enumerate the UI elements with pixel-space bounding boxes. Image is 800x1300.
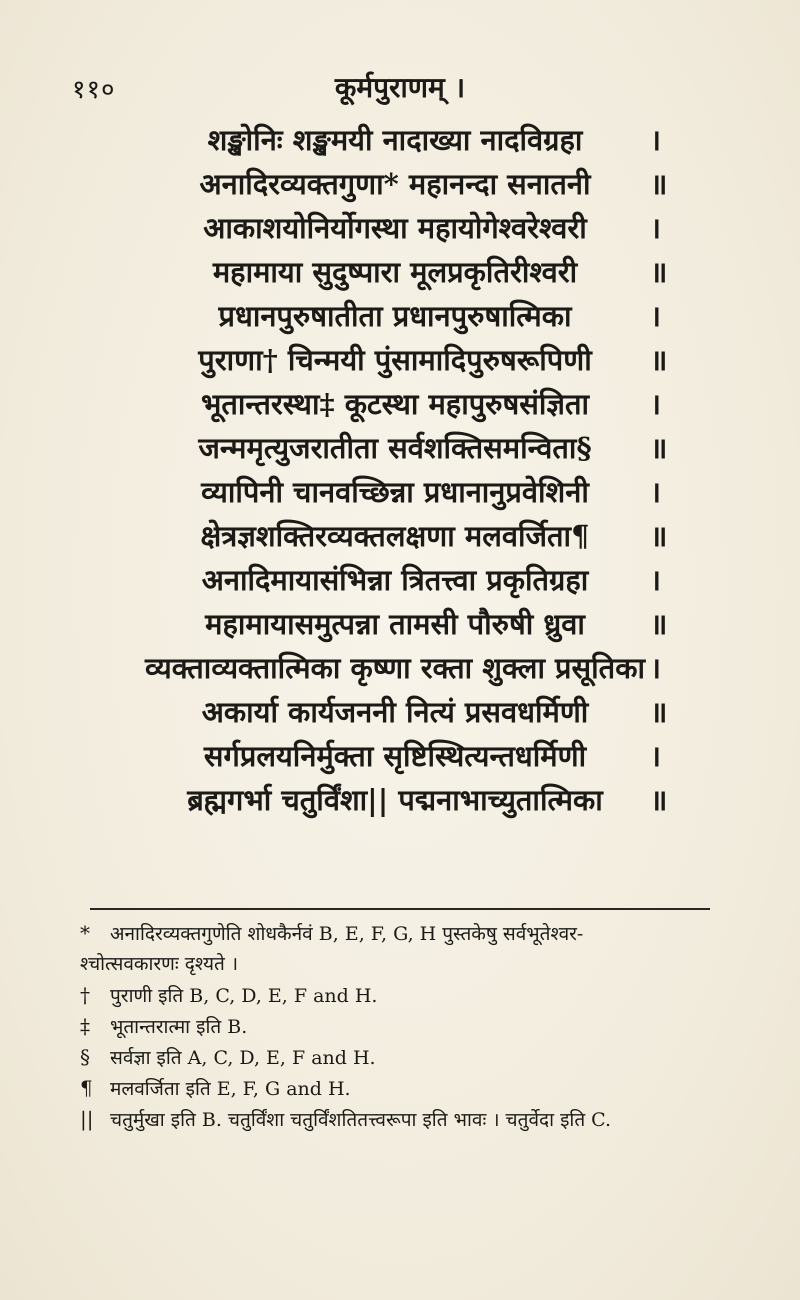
verse-line xyxy=(0,206,800,250)
danda: । xyxy=(650,739,661,773)
footnote-text: सर्वज्ञा इति A, C, D, E, F and H. xyxy=(110,1047,376,1069)
footnote-text: मलवर्जिता इति E, F, G and H. xyxy=(110,1078,351,1100)
verse-text: क्षेत्रज्ञशक्तिरव्यक्तलक्षणा मलवर्जिता¶ xyxy=(200,519,590,553)
verse-line xyxy=(0,294,800,338)
verse-text: प्रधानपुरुषातीता प्रधानपुरुषात्मिका xyxy=(218,299,572,333)
footnote xyxy=(80,1104,730,1135)
danda: । xyxy=(650,651,661,685)
verse-line xyxy=(0,338,800,382)
verse-text: सर्गप्रलयनिर्मुक्ता सृष्टिस्थित्यन्तधर्मिणी xyxy=(203,739,587,773)
verse-line xyxy=(0,162,800,206)
danda: । xyxy=(650,563,661,597)
danda: ॥ xyxy=(650,167,668,201)
verse-text: जन्ममृत्युजरातीता सर्वशक्तिसमन्विता§ xyxy=(198,431,592,465)
footnote xyxy=(80,1011,730,1042)
verse-block xyxy=(0,118,800,822)
verse-line xyxy=(0,382,800,426)
footnote-mark: † xyxy=(80,983,90,1007)
verse-line xyxy=(0,514,800,558)
verse-text: व्यक्ताव्यक्तात्मिका कृष्णा रक्ता शुक्ला प्रसूतिका xyxy=(145,651,645,685)
verse-line xyxy=(0,426,800,470)
verse-text: महामायासमुत्पन्ना तामसी पौरुषी ध्रुवा xyxy=(205,607,585,641)
footnote-text: श्चोत्सवकारणः दृश्यते । xyxy=(80,953,239,975)
verse-text: अकार्या कार्यजननी नित्यं प्रसवधर्मिणी xyxy=(201,695,589,729)
verse-text: महामाया सुदुष्पारा मूलप्रकृतिरीश्वरी xyxy=(212,255,578,289)
verse-text: आकाशयोनिर्योगस्था महायोगेश्वरेश्वरी xyxy=(203,211,587,245)
verse-line xyxy=(0,602,800,646)
verse-line xyxy=(0,118,800,162)
verse-text: व्यापिनी चानवच्छिन्ना प्रधानानुप्रवेशिनी xyxy=(201,475,589,509)
footnotes xyxy=(80,918,730,1135)
verse-line xyxy=(0,470,800,514)
footnote xyxy=(80,1073,730,1104)
danda: । xyxy=(650,299,661,333)
footnote-mark: § xyxy=(80,1045,90,1069)
danda: ॥ xyxy=(650,431,668,465)
page-header xyxy=(0,68,800,108)
footnote xyxy=(80,918,730,949)
footnote-text: पुराणी इति B, C, D, E, F and H. xyxy=(110,985,378,1007)
footnote-text: अनादिरव्यक्तगुणेति शोधकैर्नवं B, E, F, G, H पुस्तकेषु सर्वभूतेश्वर- xyxy=(110,923,584,945)
verse-line xyxy=(0,558,800,602)
verse-text: शङ्खोनिः शङ्खमयी नादाख्या नादविग्रहा xyxy=(207,123,583,157)
running-title: कूर्मपुराणम् । xyxy=(334,71,466,104)
footnote xyxy=(80,1042,730,1073)
footnote-text: चतुर्मुखा इति B. चतुर्विंशा चतुर्विंशतितत्त्वरूपा इति भावः । चतुर्वेदा इति C. xyxy=(110,1109,612,1131)
danda: ॥ xyxy=(650,783,668,817)
verse-text: अनादिमायासंभिन्ना त्रितत्त्वा प्रकृतिग्रहा xyxy=(201,563,589,597)
footnote-text: भूतान्तरात्मा इति B. xyxy=(110,1016,248,1038)
footnote-divider xyxy=(90,908,710,910)
danda: ॥ xyxy=(650,695,668,729)
verse-text: ब्रह्मगर्भा चतुर्विंशा|| पद्मनाभाच्युतात्मिका xyxy=(187,783,603,817)
danda: । xyxy=(650,211,661,245)
verse-line xyxy=(0,734,800,778)
verse-text: अनादिरव्यक्तगुणा* महानन्दा सनातनी xyxy=(199,167,591,201)
footnote-mark: ¶ xyxy=(80,1076,93,1100)
danda: ॥ xyxy=(650,343,668,377)
danda: । xyxy=(650,123,661,157)
danda: ॥ xyxy=(650,255,668,289)
footnote xyxy=(80,980,730,1011)
danda: ॥ xyxy=(650,519,668,553)
verse-text: पुराणा† चिन्मयी पुंसामादिपुरुषरूपिणी xyxy=(198,343,592,377)
verse-text: भूतान्तरस्था‡ कूटस्था महापुरुषसंज्ञिता xyxy=(200,387,590,421)
verse-line xyxy=(0,646,800,690)
verse-line xyxy=(0,778,800,822)
danda: ॥ xyxy=(650,607,668,641)
danda: । xyxy=(650,387,661,421)
footnote-mark: || xyxy=(80,1107,94,1131)
verse-line xyxy=(0,690,800,734)
verse-line xyxy=(0,250,800,294)
footnote-mark: ‡ xyxy=(80,1014,90,1038)
page-number: ११० xyxy=(72,75,116,105)
footnote-mark: * xyxy=(80,921,90,945)
footnote-continuation xyxy=(80,949,730,980)
danda: । xyxy=(650,475,661,509)
